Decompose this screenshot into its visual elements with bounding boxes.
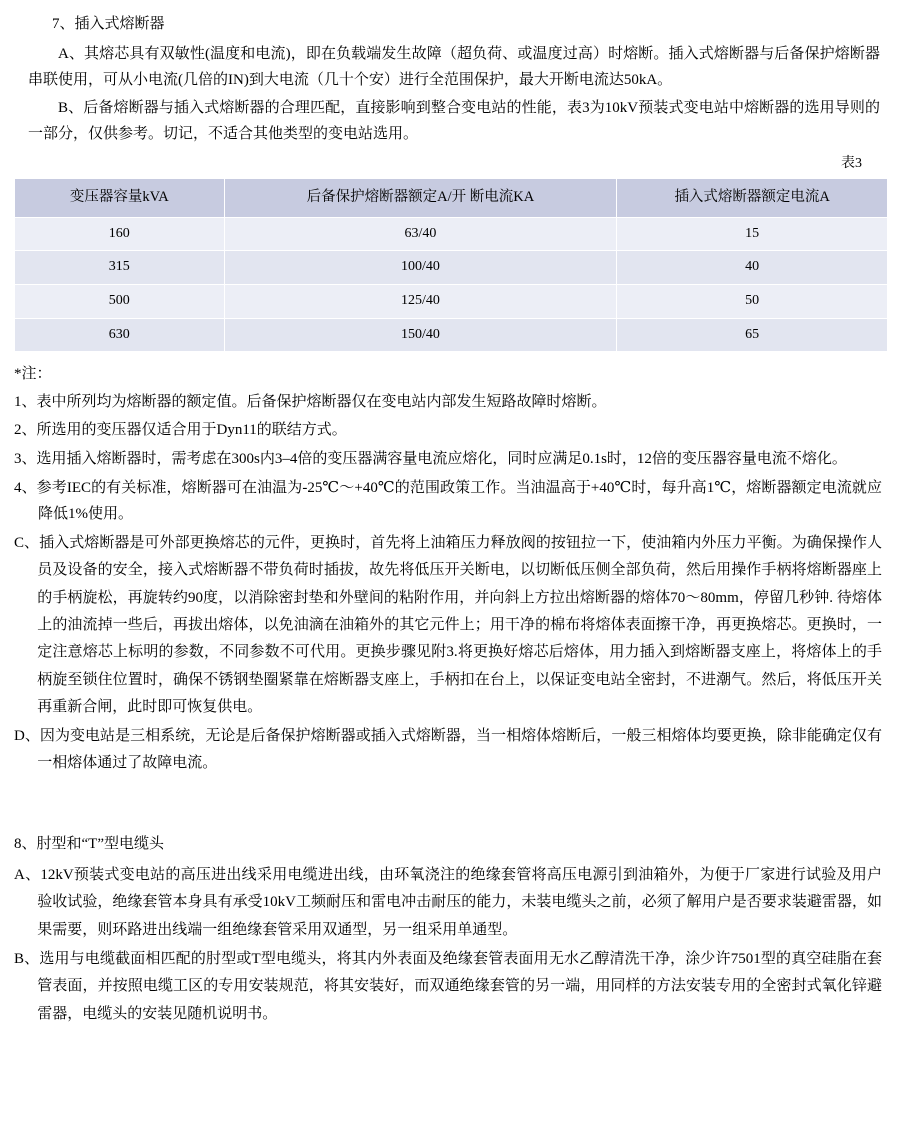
table-cell: 63/40: [224, 217, 617, 251]
table-header-cell: 变压器容量kVA: [15, 179, 225, 217]
table-cell: 150/40: [224, 318, 617, 352]
table-cell: 160: [15, 217, 225, 251]
table-header-cell: 插入式熔断器额定电流A: [617, 179, 888, 217]
note-item: [14, 446, 886, 473]
note-text: 3、选用插入熔断器时，需考虑在300s内3–4倍的变压器满容量电流应熔化，同时应满足0.1s时，12倍的变压器容量电流不熔化。: [14, 451, 847, 467]
lettered-item-c: [14, 530, 886, 721]
table-cell: 630: [15, 318, 225, 352]
table-row: [15, 251, 888, 285]
lettered-text: D、因为变电站是三相系统，无论是后备保护熔断器或插入式熔断器，当一相熔体熔断后，一般三相熔体均要更换，除非能确定仅有一相熔体通过了故障电流。: [14, 728, 882, 772]
note-text: 4、参考IEC的有关标准，熔断器可在油温为-25℃～+40℃的范围政策工作。当油温高于+40℃时，每升高1℃，熔断器额定电流就应降低1%使用。: [14, 479, 882, 523]
note-item: [14, 417, 886, 444]
section-spacer: [14, 780, 886, 826]
table-header-cell: 后备保护熔断器额定A/开 断电流KA: [224, 179, 617, 217]
table-cell: 40: [617, 251, 888, 285]
table-cell: 315: [15, 251, 225, 285]
table-cell: 100/40: [224, 251, 617, 285]
table-header-row: [15, 179, 888, 217]
section-8-title: 8、肘型和“T”型电缆头: [14, 835, 164, 852]
paragraph-b: B、后备熔断器与插入式熔断器的合理匹配，直接影响到整合变电站的性能，表3为10kV预装式变电站中熔断器的选用导则的一部分，仅供参考。切记，不适合其他类型的变电站选用。: [28, 99, 880, 142]
section8-item-a: [14, 862, 886, 944]
note-item: [14, 389, 886, 416]
table-cell: 125/40: [224, 284, 617, 318]
table-caption: 表3: [841, 156, 862, 172]
fuse-selection-table: [14, 178, 888, 352]
table-row: [15, 217, 888, 251]
lettered-text: B、选用与电缆截面相匹配的肘型或T型电缆头，将其内外表面及绝缘套管表面用无水乙醇清洗干净，涂少许7501型的真空硅脂在套管表面，并按照电缆工区的专用安装规范，将其安装好，而双通绝缘套管的另一端，用同样的方法安装专用的全密封式氧化锌避雷器，电缆头的安装见随机说明书。: [14, 950, 882, 1022]
table-cell: 50: [617, 284, 888, 318]
notes-heading: *注：: [14, 366, 52, 383]
lettered-item-d: [14, 723, 886, 778]
table-cell: 65: [617, 318, 888, 352]
section-7-title: 7、插入式熔断器: [52, 16, 165, 32]
table-cell: 500: [15, 284, 225, 318]
note-text: 2、所选用的变压器仅适合用于Dyn11的联结方式。: [14, 422, 347, 439]
table-cell: 15: [617, 217, 888, 251]
table-row: [15, 284, 888, 318]
lettered-text: C、插入式熔断器是可外部更换熔芯的元件，更换时，首先将上油箱压力释放阀的按钮拉一下，使油箱内外压力平衡。为确保操作人员及设备的安全，接入式熔断器不带负荷时插拔，故先将低压开关断电，以切断低压侧全部负荷，然后用操作手柄将熔断器座上的手柄旋松，再旋转约90度，以消除密封垫和外壁间的粘附作用，并向斜上方拉出熔断器的熔体70～80mm，停留几秒钟. 待熔体上的油流掉一些后，再拔出熔体，以免油滴在油箱外的其它元件上；用干净的棉布将熔体表面擦干净，再更换熔芯。更换时，一定注意熔芯上标明的参数，不同参数不可代用。更换步骤见附3.将更换好熔芯后熔体，用力插入到熔断器支座上，将熔体上的手柄旋至锁住位置时，确保不锈钢垫圈紧靠在熔断器支座上，手柄扣在台上，以保证变电站全密封，不进潮气。然后，将低压开关再重新合闸，此时即可恢复供电。: [14, 535, 882, 715]
table-row: [15, 318, 888, 352]
paragraph-a: A、其熔芯具有双敏性(温度和电流)，即在负载端发生故障（超负荷、或温度过高）时熔断。插入式熔断器与后备保护熔断器串联使用，可从小电流(几倍的IN)到大电流（几十个安）进行全范围保护，最大开断电流达50kA。: [28, 46, 880, 89]
note-text: 1、表中所列均为熔断器的额定值。后备保护熔断器仅在变电站内部发生短路故障时熔断。: [14, 393, 607, 410]
lettered-text: A、12kV预装式变电站的高压进出线采用电缆进出线，由环氧浇注的绝缘套管将高压电源引到油箱外，为便于厂家进行试验及用户验收试验，绝缘套管本身具有承受10kV工频耐压和雷电冲击耐压的能力，未装电缆头之前，必须了解用户是否要求装避雷器，如果需要，则环路进出线端一组绝缘套管采用双通型，另一组采用单通型。: [14, 867, 882, 938]
note-item: [14, 475, 886, 528]
section8-item-b: [14, 946, 886, 1028]
